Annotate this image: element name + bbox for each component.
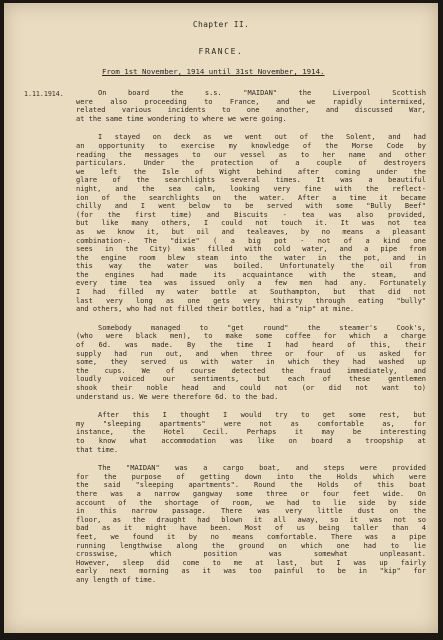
text-line: were also proceeding to France, and we rapidly intermixed, [76, 97, 426, 106]
text-line: and others, who had not filled their bottles, had a "nip" at mine. [76, 305, 355, 314]
text-line: particulars. Under the protection of a couple of destroyers [76, 159, 426, 168]
margin-date: 1.11.1914. [24, 90, 64, 98]
text-line: chilly and I went below to be served with some "Bully Beef" [76, 202, 426, 211]
paragraph [76, 89, 426, 123]
text-line: glare of the searchlights several times. It was a beautiful [76, 176, 426, 185]
text-line: instance, the Hotel Cecil. Perhaps it may be interesting [76, 428, 426, 437]
text-line: ion of the searchlights on the water. After a time it became [76, 193, 426, 202]
text-line: an opportunity to exercise my knowledge of the Morse Code by [76, 141, 426, 150]
text-line: but like many others, I could not touch it. It was not tea [76, 219, 426, 228]
text-line: night, and the sea calm, looking very fine with the reflect- [76, 184, 426, 193]
text-line: bad as it might have been. Most of us being taller than 4 [76, 524, 426, 533]
text-line: last very long as one gets very thirsty through eating "bully" [76, 296, 426, 305]
text-line: combination-. The "dixie" ( a big pot - not of a kind one [76, 236, 426, 245]
text-line: understand us. We were therefore 6d. to the bad. [76, 392, 279, 401]
text-line: any length of time. [76, 575, 157, 584]
paragraph [76, 133, 426, 313]
text-line: reading the messages to our vessel as to her name and other [76, 150, 426, 159]
chapter-heading: Chapter II. [192, 20, 250, 29]
text-line: in this narrow passage. There was very little dust on the [76, 507, 426, 516]
text-line: that time. [76, 445, 119, 454]
text-line: supply had run out, and when three or four of us asked for [76, 349, 426, 358]
text-line: (for the first time) and Biscuits - tea was also provided, [76, 210, 426, 219]
text-line: early next morning as it was too painful to be in "kip" for [76, 567, 426, 576]
text-line: some, they served us with water in which they had washed up [76, 358, 426, 367]
text-line: as we know it, but oil and tealeaves, by no means a pleasant [76, 227, 426, 236]
text-line: account of the shortage of room, we had to lie side by side [76, 498, 426, 507]
paragraph [76, 324, 426, 401]
paragraph [76, 411, 426, 454]
chapter-title: FRANCE. [198, 47, 244, 56]
text-line: Somebody managed to "get round" the steamer's Cook's, [98, 323, 426, 332]
text-line: The "MAIDAN" was a cargo boat, and steps were provided [98, 464, 426, 473]
text-line: running lengthwise along the ground on which one had to lie [76, 541, 426, 550]
text-line: my "sleeping apartments" were not as comfortable as, for [76, 419, 426, 428]
text-line: shook their noble head and could not (or did not want to) [76, 384, 426, 392]
text-line: we left the Isle of Wight behind after coming under the [76, 167, 426, 176]
text-line: the engines had made its acquaintance with the steam, and [76, 270, 426, 279]
date-range-subtitle: From 1st November, 1914 until 31st November, 1914. [102, 67, 325, 76]
text-line: (who were black men), to make some coffee for which a charge [76, 332, 426, 341]
text-line: every time tea was issued only a few men had any. Fortunately [76, 279, 426, 288]
text-line: to know what accommodation was like on board a troopship at [76, 436, 426, 445]
text-line: at the same time wondering to where we were going. [76, 114, 287, 123]
text-line: the said "sleeping apartments". Round the Holds of this boat [76, 481, 426, 490]
text-line: I had filled my water bottle at Southampton, but that did not [76, 288, 426, 297]
text-line: However, sleep did come to me at last, but I was up fairly [76, 558, 426, 567]
text-line: there was a narrow gangway some three or four feet wide. On [76, 489, 426, 498]
text-line: After this I thought I would try to get some rest, but [98, 411, 426, 420]
text-line: loudly voiced our sentiments, but each of these gentlemen [76, 375, 426, 384]
document-page [4, 3, 438, 633]
text-line: I stayed on deck as we went out of the Solent, and had [98, 133, 426, 142]
text-line: the cups. We of course detected the fraud immediately, and [76, 366, 426, 375]
text-line: sees in the City) was filled with cold water, and a pipe from [76, 245, 426, 254]
text-line: the engine room blew steam into the water in the pot, and in [76, 253, 426, 262]
text-line: related various incidents to one another, and discussed War, [76, 106, 426, 115]
text-line: of 6d. was made. By the time I had heard of this, their [76, 341, 426, 350]
text-line: On board the s.s. "MAIDAN" the Liverpool Scottish [98, 89, 426, 97]
text-line: floor, as the draught had blown it all away, so it was not so [76, 515, 426, 524]
text-line: for the purpose of getting down into the Holds which were [76, 472, 426, 481]
document-body [76, 89, 426, 594]
paragraph [76, 464, 426, 584]
text-line: feet, we found it by no means comfortable. There was a pipe [76, 532, 426, 541]
text-line: crosswise, which position was somewhat unpleasant. [76, 550, 426, 559]
text-line: this way the water was boiled. Unfortunately the oil from [76, 262, 426, 271]
